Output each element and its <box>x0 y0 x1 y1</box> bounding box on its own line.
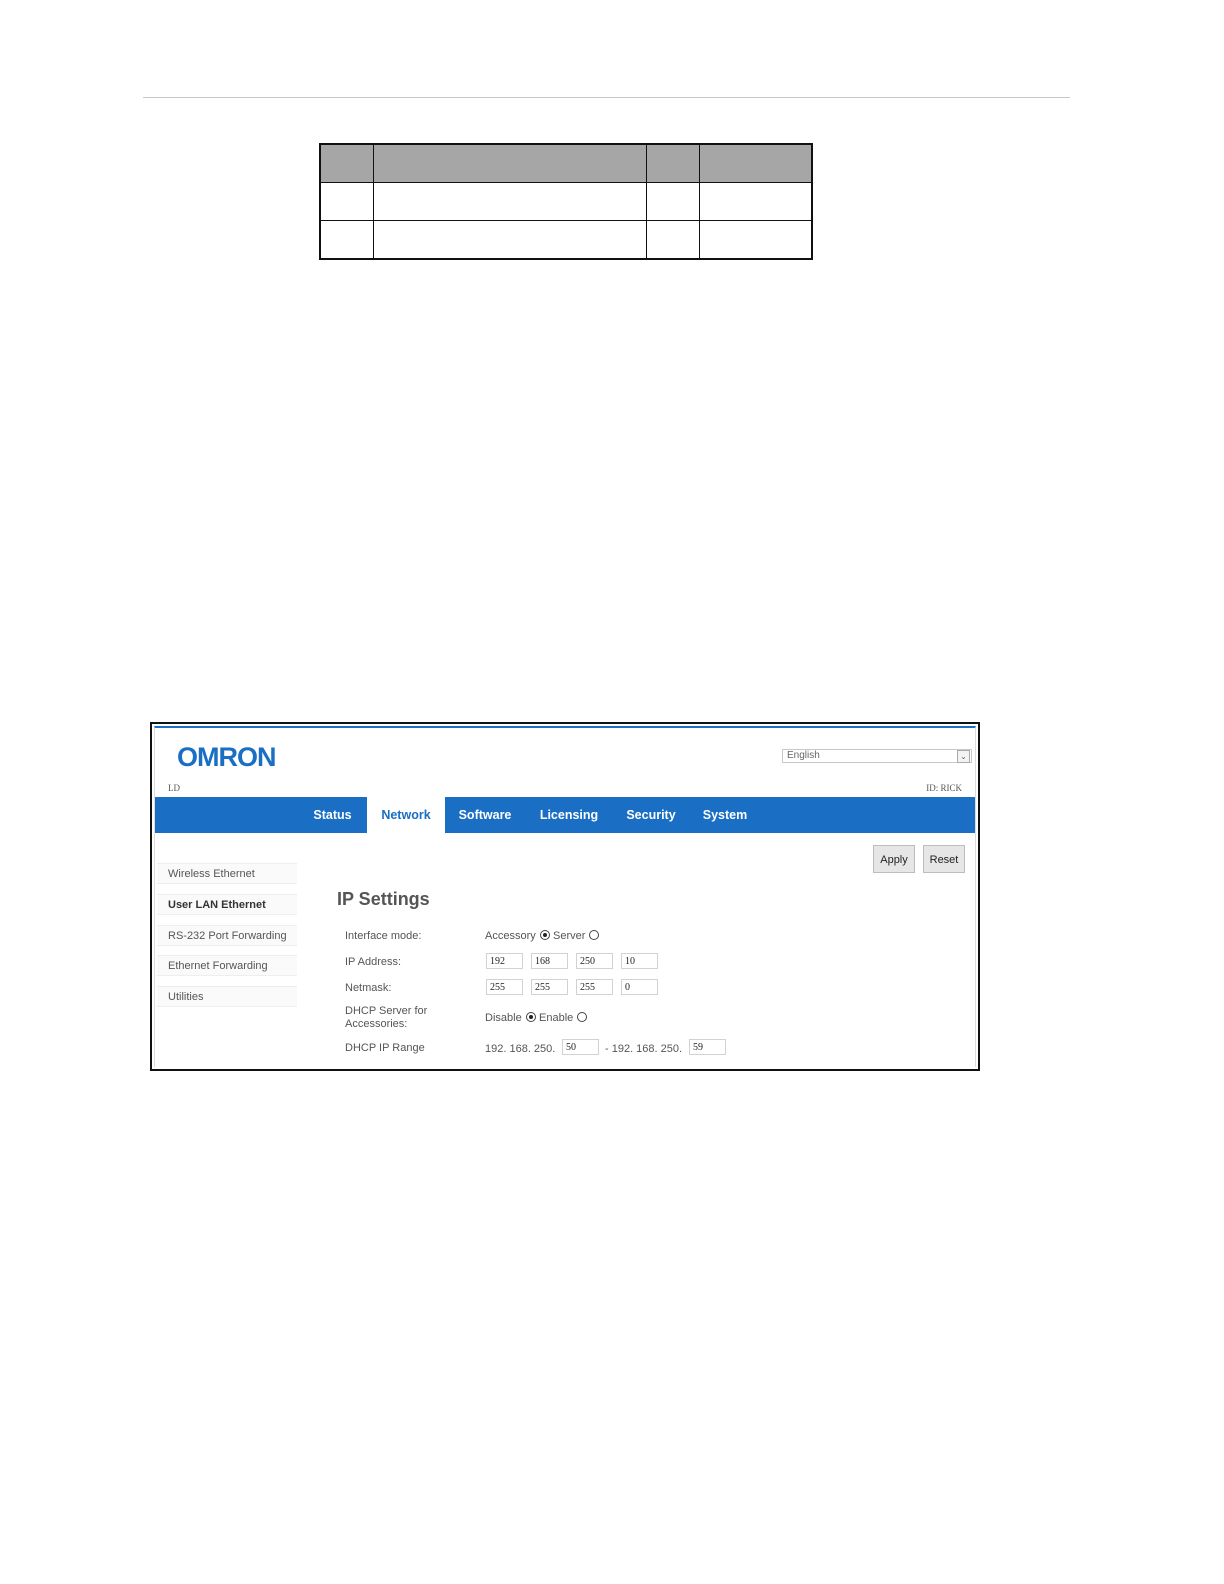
table-cell <box>700 183 813 221</box>
interface-mode-label: Interface mode: <box>345 930 422 942</box>
accessory-option-label: Accessory <box>485 930 536 942</box>
ip-octet-3-input[interactable]: 250 <box>576 953 613 969</box>
dhcp-range-label: DHCP IP Range <box>345 1042 425 1054</box>
language-select-value: English <box>787 750 820 761</box>
table-header-cell <box>320 144 374 183</box>
tab-security[interactable]: Security <box>626 808 676 822</box>
table-cell <box>647 183 700 221</box>
ip-address-label: IP Address: <box>345 956 402 968</box>
table-cell <box>320 221 374 260</box>
server-radio[interactable] <box>589 930 599 940</box>
tab-status[interactable]: Status <box>313 808 352 822</box>
netmask-octet-1-input[interactable]: 255 <box>486 979 523 995</box>
sidebar-item-utilities[interactable]: Utilities <box>157 986 297 1007</box>
table-header-cell <box>700 144 813 183</box>
main-nav <box>155 797 975 833</box>
netmask-octet-4-input[interactable]: 0 <box>621 979 658 995</box>
dhcp-range-start-input[interactable]: 50 <box>562 1039 599 1055</box>
table-cell <box>320 183 374 221</box>
disable-option-label: Disable <box>485 1012 522 1024</box>
reset-button[interactable]: Reset <box>923 845 965 873</box>
netmask-octet-2-input[interactable]: 255 <box>531 979 568 995</box>
dhcp-server-label-line2: Accessories: <box>345 1018 408 1030</box>
tab-network[interactable]: Network <box>367 797 445 833</box>
dhcp-server-label <box>345 1005 427 1031</box>
sidebar-item-wireless-ethernet[interactable]: Wireless Ethernet <box>157 863 297 884</box>
netmask-octet-3-input[interactable]: 255 <box>576 979 613 995</box>
disable-radio[interactable] <box>526 1012 536 1022</box>
sidebar-item-user-lan-ethernet[interactable]: User LAN Ethernet <box>157 894 297 915</box>
logo-text: OMRON <box>177 742 276 770</box>
table-header-cell <box>374 144 647 183</box>
sidebar-item-rs232-port-forwarding[interactable]: RS-232 Port Forwarding <box>157 925 297 946</box>
dhcp-range-start-prefix: 192. 168. 250. <box>485 1043 556 1055</box>
tab-system[interactable]: System <box>702 808 748 822</box>
accessory-radio[interactable] <box>540 930 550 940</box>
dhcp-server-label-line1: DHCP Server for <box>345 1005 428 1017</box>
left-small-label: LD <box>168 783 180 793</box>
enable-radio[interactable] <box>577 1012 587 1022</box>
document-table <box>319 143 813 260</box>
table-header-cell <box>647 144 700 183</box>
table-header-row <box>320 144 812 183</box>
table-row <box>320 221 812 260</box>
device-id-label: ID: RICK <box>926 783 962 793</box>
section-title: IP Settings <box>337 889 430 909</box>
table-row <box>320 183 812 221</box>
ip-octet-1-input[interactable]: 192 <box>486 953 523 969</box>
web-ui-frame <box>154 726 976 1067</box>
apply-button[interactable]: Apply <box>873 845 915 873</box>
table-cell <box>374 221 647 260</box>
table-cell <box>647 221 700 260</box>
dhcp-range-end-prefix: - 192. 168. 250. <box>605 1043 683 1055</box>
ip-octet-2-input[interactable]: 168 <box>531 953 568 969</box>
page-header-rule <box>143 97 1070 98</box>
tab-licensing[interactable]: Licensing <box>539 808 599 822</box>
sidebar-item-ethernet-forwarding[interactable]: Ethernet Forwarding <box>157 955 297 976</box>
chevron-down-icon[interactable]: ⌄ <box>957 750 970 763</box>
omron-logo <box>177 742 287 770</box>
table-cell <box>374 183 647 221</box>
ip-octet-4-input[interactable]: 10 <box>621 953 658 969</box>
netmask-label: Netmask: <box>345 982 392 994</box>
table-cell <box>700 221 813 260</box>
tab-software[interactable]: Software <box>458 808 512 822</box>
dhcp-range-end-input[interactable]: 59 <box>689 1039 726 1055</box>
enable-option-label: Enable <box>539 1012 574 1024</box>
web-ui-screenshot <box>150 722 980 1071</box>
server-option-label: Server <box>553 930 586 942</box>
language-select[interactable] <box>782 749 972 763</box>
